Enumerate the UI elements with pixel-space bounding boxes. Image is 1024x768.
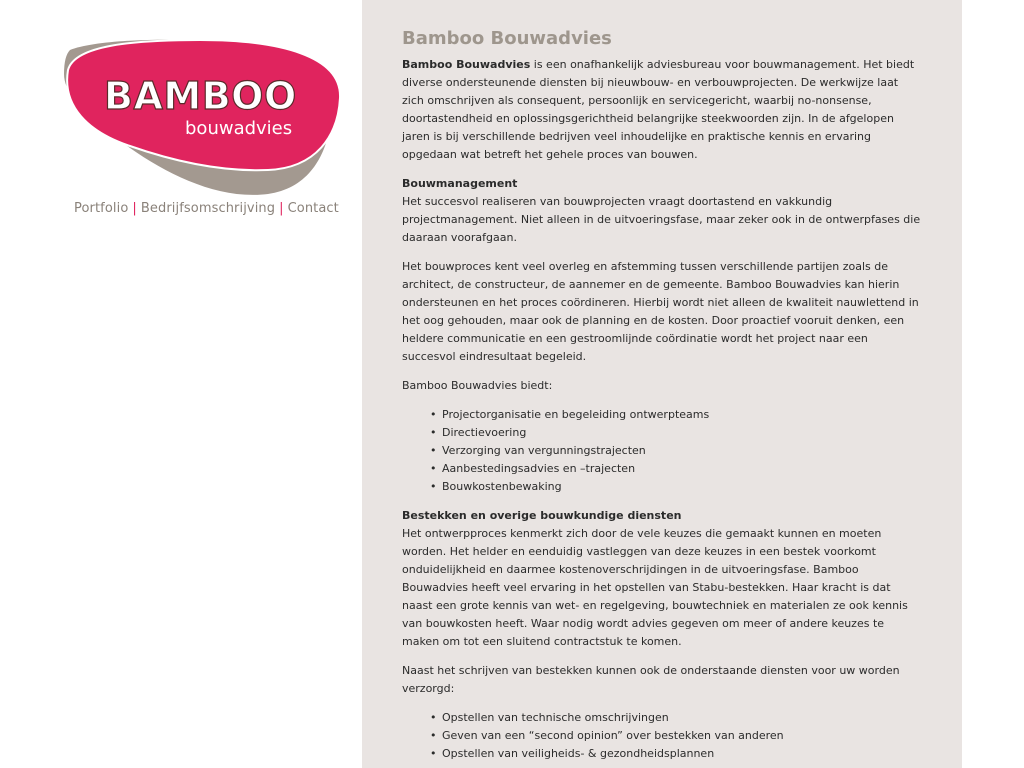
section-bouwproces-text: Het bouwproces kent veel overleg en afstemming tussen verschillende partijen zoals de architect, de constructeur, de aannemer en de gemeente. Bamboo Bouwadvies kan hierin ondersteunen en het proces coördineren. Hierbij wordt niet alleen de kwaliteit nauwlettend in het oog gehouden, maar ook de planning en de kosten. Door proactief vooruit denken, een heldere communicatie en een gestroomlijnde coördinatie wordt het project naar een succesvol eindresultaat begeleid. [402,260,919,363]
section-bestekken-text: Het ontwerpproces kenmerkt zich door de vele keuzes die gemaakt kunnen en moeten worden. Het helder en eenduidig vastleggen van deze keuzes in een bestek voorkomt onduidelijkheid en daarmee kostenoverschrijdingen in de uitvoeringsfase. Bamboo Bouwadvies heeft veel ervaring in het opstellen van Stabu-bestekken. Haar kracht is dat naast een grote kennis van wet- en regelgeving, bouwtechniek en materialen ze ook kennis van bouwkosten heeft. Waar nodig wordt advies gegeven om meer of andere keuzes te maken om tot een sluitend contractstuk te komen. [402,527,908,648]
main-nav [74,201,339,216]
services-intro: Naast het schrijven van bestekken kunnen ook de onderstaande diensten voor uw worden verzorgd: [402,664,900,695]
offers-list [402,406,922,496]
nav-link-bedrijfsomschrijving[interactable]: Bedrijfsomschrijving [140,201,276,216]
list-item: • Opstellen van veiligheids- & gezondheidsplannen [442,745,922,763]
list-item: • Directievoering [442,424,922,442]
offers-intro: Bamboo Bouwadvies biedt: [402,379,553,392]
nav-link-contact[interactable]: Contact [287,201,339,216]
section-bouwmanagement-text: Het succesvol realiseren van bouwprojecten vraagt doortastend en vakkundig projectmanagement. Niet alleen in de uitvoeringsfase, maar zeker ook in de ontwerpfases die daaraan voorafgaan. [402,195,921,244]
page-title: Bamboo Bouwadvies [402,28,612,49]
section-heading-bouwmanagement: Bouwmanagement [402,177,518,190]
left-column [0,0,362,768]
logo-word: BAMBOO [104,74,297,118]
nav-link-portfolio[interactable]: Portfolio [74,201,129,216]
list-item: • Geven van een “second opinion” over bestekken van anderen [442,727,922,745]
nav-separator: | [132,201,137,216]
logo-subtitle: bouwadvies [185,118,293,139]
intro-paragraph [402,56,922,164]
intro-text: is een onafhankelijk adviesbureau voor bouwmanagement. Het biedt diverse ondersteunende diensten bij nieuwbouw- en verbouwprojecten. De werkwijze laat zich omschrijven als consequent, persoonlijk en servicegericht, waarbij no-nonsense, doortastendheid en oplossingsgerichtheid belangrijke steekwoorden zijn. In de afgelopen jaren is bij verschillende bedrijven veel inhoudelijke en praktische kennis en ervaring opgedaan wat betreft het gehele proces van bouwen. [402,58,915,161]
intro-company-name: Bamboo Bouwadvies [402,58,531,71]
content-panel [362,0,962,768]
services-list [402,709,922,763]
list-item: • Projectorganisatie en begeleiding ontwerpteams [442,406,922,424]
list-item: • Aanbestedingsadvies en –trajecten [442,460,922,478]
logo-graphic [60,36,346,196]
nav-separator: | [279,201,284,216]
list-item: • Verzorging van vergunningstrajecten [442,442,922,460]
list-item: • Bouwkostenbewaking [442,478,922,496]
list-item: • Opstellen van technische omschrijvingen [442,709,922,727]
content-inner [362,0,962,763]
bamboo-logo[interactable] [60,36,346,196]
section-heading-bestekken: Bestekken en overige bouwkundige diensten [402,509,682,522]
